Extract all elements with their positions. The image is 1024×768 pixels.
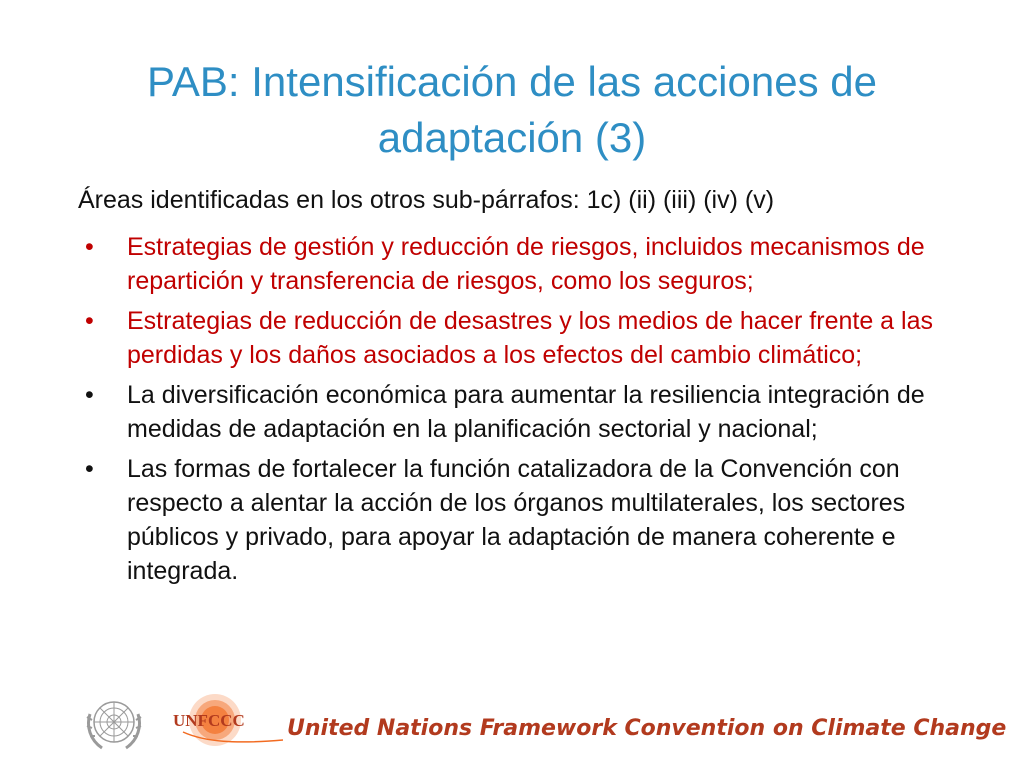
bullet-item — [85, 452, 955, 588]
bullet-dot-icon: • — [85, 381, 94, 409]
bullet-dot-icon: • — [85, 455, 94, 483]
unfccc-logo-text: UNFCCC — [173, 711, 245, 730]
bullet-text: Estrategias de reducción de desastres y los medios de hacer frente a las perdidas y los daños asociados a los efectos del cambio climático; — [127, 307, 933, 369]
slide-title: PAB: Intensificación de las acciones de adaptación (3) — [147, 58, 877, 161]
footer — [0, 686, 1024, 768]
bullet-dot-icon: • — [85, 233, 94, 261]
bullet-item — [85, 230, 955, 298]
unfccc-logo-icon — [165, 692, 285, 756]
bullet-dot-icon: • — [85, 307, 94, 335]
bullet-text: Estrategias de gestión y reducción de riesgos, incluidos mecanismos de repartición y transferencia de riesgos, como los seguros; — [127, 233, 925, 295]
bullet-list — [85, 230, 955, 594]
un-emblem-icon — [82, 692, 146, 756]
bullet-text: La diversificación económica para aumentar la resiliencia integración de medidas de adaptación en la planificación sectorial y nacional; — [127, 381, 925, 443]
bullet-text: Las formas de fortalecer la función catalizadora de la Convención con respecto a alentar la acción de los órganos multilaterales, los sectores públicos y privado, para apoyar la adaptación de manera coherente e integrada. — [127, 455, 906, 585]
bullet-item — [85, 304, 955, 372]
bullet-item — [85, 378, 955, 446]
slide-subtitle: Áreas identificadas en los otros sub-párrafos: 1c) (ii) (iii) (iv) (v) — [78, 186, 775, 214]
footer-organization-name: United Nations Framework Convention on Climate Change — [287, 716, 1007, 741]
